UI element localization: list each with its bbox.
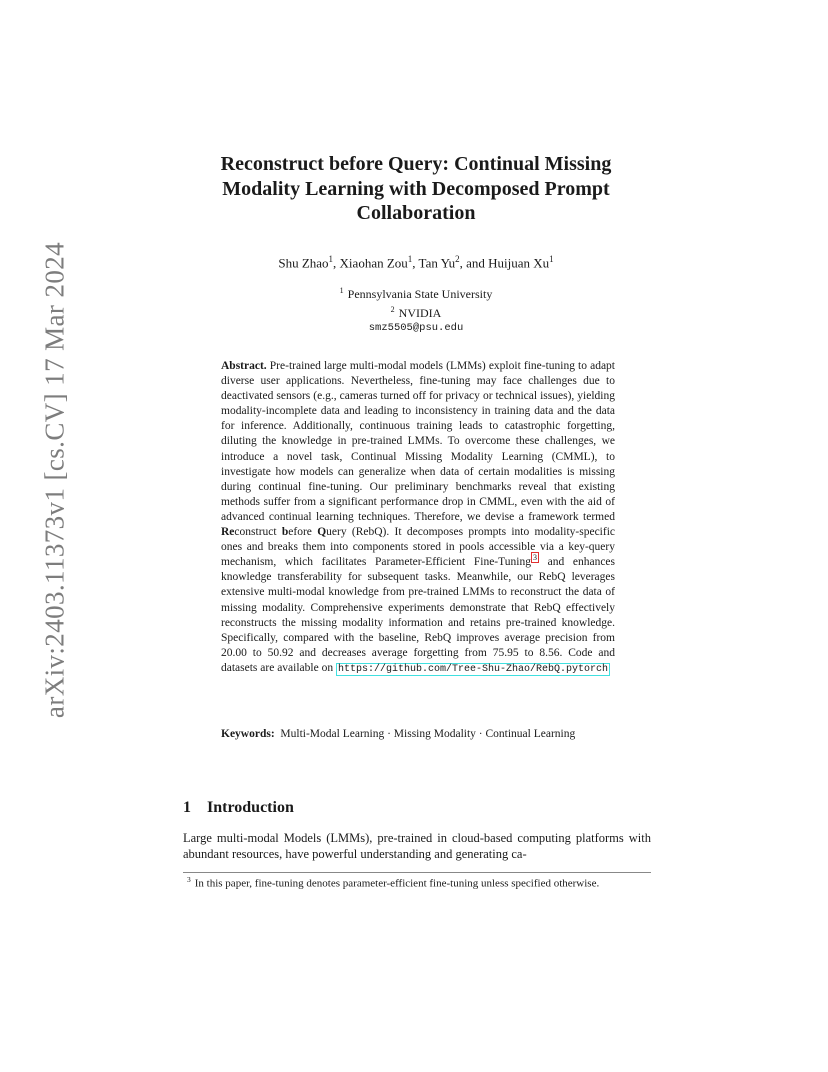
author-separator: , and — [459, 255, 489, 271]
contact-email[interactable]: smz5505@psu.edu — [368, 322, 464, 334]
author-separator: , — [412, 255, 419, 271]
author-affil-mark: 2 — [455, 254, 460, 264]
arxiv-side-label: arXiv:2403.11373v1 [cs.CV] 17 Mar 2024 — [39, 241, 70, 719]
title-line-3: Collaboration — [356, 202, 476, 224]
affiliation — [180, 283, 652, 302]
footnote-mark: 3 — [187, 875, 191, 884]
abstract-text: Pre-trained large multi-modal models (LMMs) exploit fine-tuning to adapt diverse user applications. Nevertheless, fine-tuning may face challenges due to deactivated sensors (e.g., cameras turned off for privacy or technical issues), yielding modality-incomplete data and leading to inconsistency in training data and the data for inference. Additionally, continuous training leads to catastrophic forgetting, diluting the knowledge in pre-trained LMMs. To overcome these challenges, we introduce a novel task, Continual Missing Modality Learning (CMML), to investigate how models can generalize when data of certain modalities is missing during continual fine-tuning. Our preliminary benchmarks reveal that existing methods suffer from a significant performance drop in CMML, even with the aid of advanced continual learning techniques. Therefore, we devise a framework termed — [221, 360, 616, 523]
author-name: Xiaohan Zou — [339, 255, 408, 271]
footnote-ref-link[interactable]: 3 — [532, 553, 537, 563]
paper-title — [180, 152, 652, 226]
author-affil-mark: 1 — [407, 254, 413, 264]
abstract-text: uery (RebQ). It decomposes prompts into modality-specific ones and breaks them into components stored in pools accessible via a key-query mechanism, which facilitates Parameter-Efficient Fine-Tuning — [221, 526, 616, 569]
section-number: 1 — [183, 799, 191, 816]
keywords-text: Multi-Modal Learning · Missing Modality · Continual Learning — [280, 728, 576, 740]
author-separator: , — [333, 255, 340, 271]
affiliation-name: Pennsylvania State University — [347, 287, 493, 301]
author-list — [180, 254, 652, 271]
affiliation-mark: 2 — [390, 305, 395, 314]
title-line-1: Reconstruct before Query: Continual Missing — [220, 153, 612, 175]
author-affil-mark: 1 — [549, 254, 554, 264]
title-line-2: Modality Learning with Decomposed Prompt — [222, 177, 610, 200]
affiliation-name: NVIDIA — [398, 306, 442, 320]
abstract — [221, 359, 615, 677]
footnote — [183, 872, 651, 891]
keywords-label: Keywords: — [221, 728, 275, 740]
author-name: Tan Yu — [418, 255, 456, 271]
abstract-text: construct — [234, 526, 282, 539]
abstract-bold-re: Re — [221, 526, 235, 539]
intro-paragraph: Large multi-modal Models (LMMs), pre-trained in cloud-based computing platforms with abundant resources, have powerful understanding and generating ca- — [183, 831, 651, 861]
keywords — [221, 727, 615, 742]
abstract-bold-b: b — [281, 526, 289, 539]
author-name: Huijuan Xu — [488, 255, 550, 271]
code-repo-link[interactable]: https://github.com/Tree-Shu-Zhao/RebQ.pytorch — [337, 663, 608, 675]
affiliation — [180, 302, 652, 321]
footnote-body — [183, 873, 651, 891]
author-affil-mark: 1 — [328, 254, 334, 264]
author-name: Shu Zhao — [278, 255, 329, 271]
affiliations — [180, 283, 652, 336]
affiliation-mark: 1 — [339, 286, 344, 295]
footnote-text: In this paper, fine-tuning denotes parameter-efficient fine-tuning unless specified otherwise. — [194, 877, 600, 890]
abstract-text: efore — [288, 526, 318, 539]
abstract-bold-q: Q — [317, 526, 327, 539]
abstract-text: and enhances knowledge transferability for subsequent tasks. Meanwhile, our RebQ leverages extensive multi-modal knowledge from pre-trained LMMs to reconstruct the data of missing modality. Comprehensive experiments demonstrate that RebQ effectively reconstructs the missing modality information and retains pre-trained knowledge. Specifically, compared with the baseline, RebQ improves average precision from 20.00 to 50.92 and decreases average forgetting from 75.95 to 8.56. Code and datasets are available on — [221, 556, 616, 674]
section-heading — [183, 799, 294, 817]
abstract-label: Abstract. — [221, 360, 267, 372]
section-title: Introduction — [207, 799, 294, 816]
